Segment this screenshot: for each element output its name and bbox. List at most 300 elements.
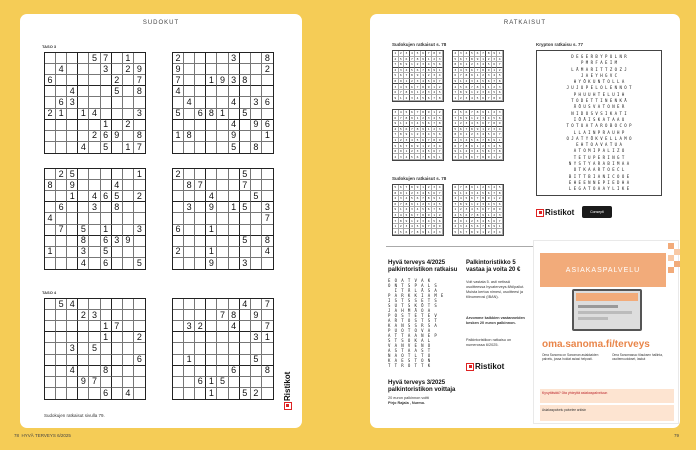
sudoku-cell[interactable]: 5 bbox=[112, 86, 123, 97]
sudoku-cell[interactable] bbox=[112, 247, 123, 258]
sudoku-cell[interactable]: 5 bbox=[173, 109, 184, 120]
sudoku-cell[interactable] bbox=[229, 213, 240, 224]
sudoku-cell[interactable] bbox=[240, 142, 251, 153]
sudoku-cell[interactable] bbox=[134, 247, 145, 258]
sudoku-cell[interactable] bbox=[173, 321, 184, 332]
sudoku-cell[interactable] bbox=[262, 109, 273, 120]
sudoku-cell[interactable] bbox=[229, 247, 240, 258]
sudoku-cell[interactable] bbox=[45, 236, 56, 247]
service-url[interactable]: oma.sanoma.fi/terveys bbox=[542, 339, 650, 350]
sudoku-cell[interactable] bbox=[195, 355, 206, 366]
sudoku-cell[interactable] bbox=[123, 180, 134, 191]
sudoku-cell[interactable] bbox=[251, 169, 262, 180]
sudoku-cell[interactable]: 4 bbox=[123, 388, 134, 399]
sudoku-cell[interactable] bbox=[240, 332, 251, 343]
sudoku-cell[interactable] bbox=[45, 86, 56, 97]
sudoku-cell[interactable] bbox=[240, 247, 251, 258]
sudoku-cell[interactable]: 3 bbox=[101, 64, 112, 75]
sudoku-cell[interactable] bbox=[67, 310, 78, 321]
sudoku-cell[interactable] bbox=[45, 131, 56, 142]
sudoku-cell[interactable] bbox=[173, 299, 184, 310]
sudoku-cell[interactable] bbox=[206, 299, 217, 310]
sudoku-cell[interactable] bbox=[240, 213, 251, 224]
sudoku-cell[interactable] bbox=[173, 310, 184, 321]
sudoku-cell[interactable] bbox=[184, 310, 195, 321]
sudoku-cell[interactable] bbox=[195, 366, 206, 377]
sudoku-cell[interactable] bbox=[89, 120, 100, 131]
sudoku-cell[interactable] bbox=[112, 258, 123, 269]
sudoku-grid[interactable] bbox=[172, 168, 274, 270]
sudoku-cell[interactable] bbox=[89, 97, 100, 108]
sudoku-cell[interactable] bbox=[89, 213, 100, 224]
sudoku-cell[interactable] bbox=[134, 202, 145, 213]
sudoku-cell[interactable] bbox=[206, 53, 217, 64]
sudoku-cell[interactable]: 1 bbox=[262, 131, 273, 142]
sudoku-cell[interactable] bbox=[123, 86, 134, 97]
sudoku-cell[interactable] bbox=[89, 366, 100, 377]
sudoku-cell[interactable] bbox=[56, 258, 67, 269]
sudoku-cell[interactable] bbox=[195, 97, 206, 108]
sudoku-cell[interactable] bbox=[45, 202, 56, 213]
sudoku-cell[interactable]: 5 bbox=[101, 142, 112, 153]
sudoku-cell[interactable] bbox=[45, 225, 56, 236]
sudoku-cell[interactable] bbox=[206, 343, 217, 354]
sudoku-cell[interactable] bbox=[173, 191, 184, 202]
sudoku-cell[interactable]: 3 bbox=[67, 97, 78, 108]
sudoku-cell[interactable] bbox=[78, 388, 89, 399]
sudoku-cell[interactable] bbox=[101, 75, 112, 86]
sudoku-cell[interactable]: 2 bbox=[173, 169, 184, 180]
sudoku-cell[interactable] bbox=[229, 355, 240, 366]
sudoku-cell[interactable]: 6 bbox=[101, 236, 112, 247]
sudoku-cell[interactable] bbox=[67, 321, 78, 332]
sudoku-cell[interactable]: 9 bbox=[206, 258, 217, 269]
sudoku-cell[interactable] bbox=[262, 343, 273, 354]
sudoku-cell[interactable]: 6 bbox=[101, 191, 112, 202]
sudoku-cell[interactable] bbox=[101, 377, 112, 388]
sudoku-cell[interactable]: 8 bbox=[206, 109, 217, 120]
sudoku-cell[interactable]: 6 bbox=[101, 131, 112, 142]
sudoku-cell[interactable] bbox=[217, 299, 228, 310]
sudoku-cell[interactable]: 2 bbox=[173, 247, 184, 258]
sudoku-cell[interactable]: 2 bbox=[134, 332, 145, 343]
sudoku-cell[interactable] bbox=[229, 191, 240, 202]
sudoku-cell[interactable]: 5 bbox=[240, 169, 251, 180]
sudoku-cell[interactable] bbox=[217, 64, 228, 75]
sudoku-cell[interactable] bbox=[184, 332, 195, 343]
sudoku-cell[interactable] bbox=[123, 75, 134, 86]
sudoku-grid[interactable] bbox=[44, 52, 146, 154]
sudoku-cell[interactable]: 1 bbox=[262, 332, 273, 343]
sudoku-cell[interactable]: 9 bbox=[112, 131, 123, 142]
sudoku-cell[interactable] bbox=[134, 310, 145, 321]
sudoku-cell[interactable] bbox=[112, 53, 123, 64]
sudoku-cell[interactable] bbox=[67, 53, 78, 64]
sudoku-cell[interactable]: 4 bbox=[240, 299, 251, 310]
sudoku-cell[interactable] bbox=[184, 53, 195, 64]
sudoku-cell[interactable] bbox=[112, 142, 123, 153]
sudoku-cell[interactable] bbox=[184, 225, 195, 236]
sudoku-cell[interactable]: 5 bbox=[240, 388, 251, 399]
sudoku-cell[interactable] bbox=[112, 377, 123, 388]
sudoku-cell[interactable] bbox=[45, 332, 56, 343]
sudoku-cell[interactable]: 7 bbox=[262, 321, 273, 332]
sudoku-cell[interactable]: 6 bbox=[134, 355, 145, 366]
sudoku-cell[interactable]: 8 bbox=[229, 310, 240, 321]
sudoku-cell[interactable] bbox=[123, 191, 134, 202]
sudoku-cell[interactable] bbox=[56, 213, 67, 224]
sudoku-cell[interactable] bbox=[173, 366, 184, 377]
sudoku-cell[interactable]: 4 bbox=[173, 86, 184, 97]
sudoku-cell[interactable]: 3 bbox=[251, 332, 262, 343]
sudoku-cell[interactable]: 3 bbox=[251, 97, 262, 108]
sudoku-cell[interactable] bbox=[112, 120, 123, 131]
sudoku-cell[interactable] bbox=[173, 332, 184, 343]
sudoku-cell[interactable] bbox=[173, 213, 184, 224]
sudoku-cell[interactable]: 4 bbox=[89, 109, 100, 120]
sudoku-cell[interactable]: 5 bbox=[240, 236, 251, 247]
sudoku-cell[interactable] bbox=[67, 75, 78, 86]
sudoku-cell[interactable]: 3 bbox=[67, 343, 78, 354]
sudoku-cell[interactable]: 9 bbox=[251, 120, 262, 131]
sudoku-cell[interactable] bbox=[217, 225, 228, 236]
sudoku-cell[interactable]: 9 bbox=[134, 64, 145, 75]
sudoku-cell[interactable]: 2 bbox=[89, 131, 100, 142]
sudoku-cell[interactable]: 1 bbox=[173, 131, 184, 142]
sudoku-cell[interactable]: 6 bbox=[262, 97, 273, 108]
sudoku-cell[interactable]: 7 bbox=[240, 180, 251, 191]
sudoku-cell[interactable] bbox=[78, 202, 89, 213]
sudoku-cell[interactable] bbox=[67, 202, 78, 213]
sudoku-cell[interactable] bbox=[67, 142, 78, 153]
sudoku-cell[interactable] bbox=[206, 321, 217, 332]
sudoku-cell[interactable] bbox=[262, 355, 273, 366]
sudoku-cell[interactable] bbox=[67, 131, 78, 142]
sudoku-cell[interactable] bbox=[229, 332, 240, 343]
sudoku-cell[interactable]: 8 bbox=[262, 53, 273, 64]
sudoku-cell[interactable] bbox=[240, 366, 251, 377]
sudoku-cell[interactable] bbox=[184, 109, 195, 120]
sudoku-grid[interactable] bbox=[44, 298, 146, 400]
sudoku-cell[interactable] bbox=[206, 131, 217, 142]
sudoku-cell[interactable] bbox=[251, 247, 262, 258]
sudoku-cell[interactable]: 8 bbox=[262, 366, 273, 377]
sudoku-cell[interactable] bbox=[195, 202, 206, 213]
sudoku-cell[interactable] bbox=[173, 236, 184, 247]
sudoku-cell[interactable] bbox=[78, 321, 89, 332]
sudoku-cell[interactable] bbox=[184, 377, 195, 388]
sudoku-cell[interactable] bbox=[195, 258, 206, 269]
sudoku-cell[interactable]: 6 bbox=[56, 202, 67, 213]
sudoku-cell[interactable]: 1 bbox=[78, 109, 89, 120]
sudoku-cell[interactable]: 5 bbox=[56, 299, 67, 310]
sudoku-cell[interactable]: 1 bbox=[101, 120, 112, 131]
sudoku-cell[interactable] bbox=[251, 64, 262, 75]
customer-service-ad[interactable] bbox=[533, 240, 679, 424]
sudoku-cell[interactable] bbox=[240, 225, 251, 236]
sudoku-cell[interactable] bbox=[78, 191, 89, 202]
sudoku-cell[interactable]: 8 bbox=[78, 236, 89, 247]
sudoku-cell[interactable]: 3 bbox=[134, 109, 145, 120]
sudoku-cell[interactable] bbox=[206, 142, 217, 153]
sudoku-cell[interactable] bbox=[45, 366, 56, 377]
sudoku-cell[interactable]: 4 bbox=[89, 191, 100, 202]
sudoku-cell[interactable] bbox=[78, 97, 89, 108]
sudoku-cell[interactable]: 6 bbox=[101, 258, 112, 269]
sudoku-cell[interactable] bbox=[206, 169, 217, 180]
sudoku-cell[interactable]: 2 bbox=[123, 120, 134, 131]
sudoku-cell[interactable]: 9 bbox=[217, 75, 228, 86]
sudoku-cell[interactable] bbox=[184, 169, 195, 180]
sudoku-cell[interactable] bbox=[240, 97, 251, 108]
sudoku-cell[interactable] bbox=[195, 120, 206, 131]
sudoku-cell[interactable] bbox=[251, 321, 262, 332]
sudoku-cell[interactable] bbox=[78, 366, 89, 377]
sudoku-cell[interactable] bbox=[78, 86, 89, 97]
sudoku-cell[interactable] bbox=[251, 131, 262, 142]
sudoku-cell[interactable]: 3 bbox=[184, 321, 195, 332]
sudoku-cell[interactable] bbox=[206, 213, 217, 224]
sudoku-cell[interactable]: 1 bbox=[206, 388, 217, 399]
sudoku-cell[interactable]: 3 bbox=[184, 202, 195, 213]
sudoku-cell[interactable] bbox=[123, 109, 134, 120]
sudoku-cell[interactable] bbox=[45, 258, 56, 269]
sudoku-cell[interactable] bbox=[56, 142, 67, 153]
sudoku-cell[interactable]: 6 bbox=[229, 366, 240, 377]
sudoku-cell[interactable] bbox=[195, 236, 206, 247]
sudoku-cell[interactable] bbox=[67, 247, 78, 258]
sudoku-cell[interactable]: 3 bbox=[240, 258, 251, 269]
sudoku-cell[interactable] bbox=[217, 366, 228, 377]
sudoku-cell[interactable] bbox=[240, 310, 251, 321]
sudoku-cell[interactable] bbox=[173, 377, 184, 388]
sudoku-cell[interactable] bbox=[134, 120, 145, 131]
sudoku-cell[interactable] bbox=[89, 258, 100, 269]
sudoku-cell[interactable]: 9 bbox=[173, 64, 184, 75]
sudoku-cell[interactable]: 9 bbox=[229, 131, 240, 142]
sudoku-cell[interactable] bbox=[206, 97, 217, 108]
sudoku-cell[interactable]: 6 bbox=[173, 225, 184, 236]
sudoku-cell[interactable] bbox=[101, 213, 112, 224]
sudoku-cell[interactable] bbox=[229, 299, 240, 310]
sudoku-cell[interactable]: 5 bbox=[101, 247, 112, 258]
sudoku-cell[interactable] bbox=[217, 388, 228, 399]
sudoku-cell[interactable] bbox=[251, 343, 262, 354]
sudoku-cell[interactable] bbox=[45, 64, 56, 75]
sudoku-cell[interactable] bbox=[45, 53, 56, 64]
sudoku-cell[interactable] bbox=[195, 75, 206, 86]
sudoku-cell[interactable] bbox=[101, 109, 112, 120]
sudoku-cell[interactable] bbox=[217, 355, 228, 366]
sudoku-cell[interactable] bbox=[56, 131, 67, 142]
sudoku-cell[interactable] bbox=[251, 258, 262, 269]
sudoku-cell[interactable]: 1 bbox=[67, 191, 78, 202]
sudoku-cell[interactable]: 2 bbox=[112, 75, 123, 86]
sudoku-cell[interactable] bbox=[229, 236, 240, 247]
sudoku-cell[interactable] bbox=[251, 236, 262, 247]
sudoku-cell[interactable]: 5 bbox=[67, 169, 78, 180]
sudoku-grid[interactable] bbox=[172, 298, 274, 400]
sudoku-cell[interactable] bbox=[67, 355, 78, 366]
sudoku-cell[interactable]: 4 bbox=[262, 247, 273, 258]
sudoku-cell[interactable] bbox=[112, 64, 123, 75]
sudoku-cell[interactable] bbox=[123, 97, 134, 108]
sudoku-cell[interactable] bbox=[56, 75, 67, 86]
sudoku-cell[interactable]: 7 bbox=[134, 75, 145, 86]
sudoku-cell[interactable] bbox=[123, 310, 134, 321]
sudoku-cell[interactable] bbox=[67, 64, 78, 75]
sudoku-cell[interactable] bbox=[240, 86, 251, 97]
sudoku-cell[interactable] bbox=[78, 75, 89, 86]
sudoku-cell[interactable]: 5 bbox=[78, 225, 89, 236]
sudoku-cell[interactable] bbox=[78, 169, 89, 180]
sudoku-cell[interactable] bbox=[112, 299, 123, 310]
sudoku-cell[interactable]: 1 bbox=[101, 321, 112, 332]
sudoku-cell[interactable]: 4 bbox=[56, 64, 67, 75]
sudoku-cell[interactable] bbox=[112, 310, 123, 321]
sudoku-cell[interactable]: 7 bbox=[262, 213, 273, 224]
sudoku-cell[interactable] bbox=[217, 120, 228, 131]
sudoku-cell[interactable] bbox=[195, 225, 206, 236]
sudoku-cell[interactable] bbox=[262, 310, 273, 321]
sudoku-cell[interactable] bbox=[184, 213, 195, 224]
sudoku-cell[interactable]: 2 bbox=[78, 310, 89, 321]
sudoku-cell[interactable] bbox=[78, 355, 89, 366]
sudoku-cell[interactable] bbox=[195, 53, 206, 64]
sudoku-cell[interactable] bbox=[134, 213, 145, 224]
sudoku-cell[interactable] bbox=[112, 169, 123, 180]
sudoku-cell[interactable]: 2 bbox=[134, 191, 145, 202]
sudoku-cell[interactable] bbox=[195, 310, 206, 321]
sudoku-cell[interactable]: 9 bbox=[251, 310, 262, 321]
sudoku-cell[interactable]: 8 bbox=[134, 86, 145, 97]
sudoku-cell[interactable] bbox=[173, 142, 184, 153]
sudoku-cell[interactable] bbox=[195, 131, 206, 142]
sudoku-cell[interactable]: 3 bbox=[229, 53, 240, 64]
sudoku-cell[interactable]: 4 bbox=[229, 321, 240, 332]
sudoku-cell[interactable]: 3 bbox=[262, 202, 273, 213]
sudoku-cell[interactable]: 1 bbox=[134, 169, 145, 180]
sudoku-cell[interactable]: 8 bbox=[134, 131, 145, 142]
sudoku-cell[interactable] bbox=[78, 343, 89, 354]
sudoku-cell[interactable] bbox=[67, 213, 78, 224]
sudoku-cell[interactable] bbox=[78, 120, 89, 131]
sudoku-cell[interactable] bbox=[195, 169, 206, 180]
sudoku-cell[interactable] bbox=[229, 64, 240, 75]
sudoku-cell[interactable] bbox=[56, 180, 67, 191]
sudoku-cell[interactable]: 7 bbox=[195, 180, 206, 191]
sudoku-cell[interactable] bbox=[89, 355, 100, 366]
sudoku-cell[interactable] bbox=[56, 191, 67, 202]
sudoku-cell[interactable]: 4 bbox=[78, 258, 89, 269]
sudoku-cell[interactable] bbox=[184, 191, 195, 202]
sudoku-cell[interactable] bbox=[184, 299, 195, 310]
sudoku-cell[interactable]: 1 bbox=[123, 53, 134, 64]
sudoku-cell[interactable] bbox=[229, 377, 240, 388]
sudoku-cell[interactable] bbox=[45, 169, 56, 180]
sudoku-cell[interactable] bbox=[184, 343, 195, 354]
sudoku-cell[interactable] bbox=[112, 97, 123, 108]
sudoku-cell[interactable] bbox=[173, 343, 184, 354]
sudoku-cell[interactable] bbox=[217, 97, 228, 108]
sudoku-cell[interactable] bbox=[251, 299, 262, 310]
sudoku-cell[interactable] bbox=[78, 53, 89, 64]
sudoku-cell[interactable] bbox=[123, 247, 134, 258]
sudoku-cell[interactable] bbox=[78, 332, 89, 343]
sudoku-cell[interactable] bbox=[251, 225, 262, 236]
sudoku-cell[interactable] bbox=[45, 310, 56, 321]
sudoku-cell[interactable]: 7 bbox=[262, 299, 273, 310]
sudoku-cell[interactable] bbox=[229, 109, 240, 120]
sudoku-cell[interactable] bbox=[101, 86, 112, 97]
sudoku-cell[interactable] bbox=[184, 247, 195, 258]
sudoku-cell[interactable] bbox=[78, 299, 89, 310]
sudoku-cell[interactable] bbox=[134, 321, 145, 332]
sudoku-cell[interactable] bbox=[240, 53, 251, 64]
sudoku-cell[interactable] bbox=[217, 236, 228, 247]
sudoku-cell[interactable] bbox=[229, 180, 240, 191]
sudoku-cell[interactable] bbox=[56, 310, 67, 321]
sudoku-cell[interactable]: 6 bbox=[195, 109, 206, 120]
sudoku-cell[interactable] bbox=[112, 366, 123, 377]
sudoku-cell[interactable]: 2 bbox=[173, 53, 184, 64]
sudoku-cell[interactable] bbox=[262, 142, 273, 153]
sudoku-cell[interactable]: 6 bbox=[262, 120, 273, 131]
sudoku-cell[interactable] bbox=[112, 332, 123, 343]
sudoku-cell[interactable] bbox=[240, 355, 251, 366]
sudoku-cell[interactable] bbox=[206, 310, 217, 321]
sudoku-cell[interactable] bbox=[45, 343, 56, 354]
sudoku-cell[interactable] bbox=[134, 343, 145, 354]
sudoku-cell[interactable] bbox=[251, 180, 262, 191]
sudoku-cell[interactable]: 1 bbox=[101, 225, 112, 236]
sudoku-cell[interactable]: 1 bbox=[56, 109, 67, 120]
sudoku-cell[interactable]: 7 bbox=[89, 377, 100, 388]
sudoku-cell[interactable] bbox=[240, 120, 251, 131]
sudoku-cell[interactable] bbox=[217, 247, 228, 258]
sudoku-cell[interactable] bbox=[123, 131, 134, 142]
sudoku-cell[interactable]: 8 bbox=[184, 180, 195, 191]
sudoku-cell[interactable]: 1 bbox=[206, 75, 217, 86]
sudoku-cell[interactable] bbox=[123, 258, 134, 269]
sudoku-cell[interactable] bbox=[123, 225, 134, 236]
sudoku-cell[interactable] bbox=[173, 388, 184, 399]
sudoku-cell[interactable] bbox=[101, 180, 112, 191]
sudoku-cell[interactable] bbox=[45, 388, 56, 399]
sudoku-cell[interactable] bbox=[134, 97, 145, 108]
sudoku-cell[interactable] bbox=[101, 343, 112, 354]
sudoku-cell[interactable]: 3 bbox=[112, 236, 123, 247]
sudoku-cell[interactable] bbox=[45, 299, 56, 310]
sudoku-cell[interactable]: 7 bbox=[56, 225, 67, 236]
sudoku-cell[interactable]: 1 bbox=[217, 109, 228, 120]
sudoku-cell[interactable] bbox=[78, 64, 89, 75]
sudoku-cell[interactable]: 4 bbox=[206, 191, 217, 202]
sudoku-cell[interactable] bbox=[89, 388, 100, 399]
sudoku-cell[interactable]: 1 bbox=[45, 247, 56, 258]
sudoku-cell[interactable] bbox=[229, 169, 240, 180]
sudoku-cell[interactable] bbox=[56, 120, 67, 131]
sudoku-cell[interactable] bbox=[206, 236, 217, 247]
sudoku-cell[interactable]: 2 bbox=[262, 64, 273, 75]
sudoku-cell[interactable]: 2 bbox=[123, 64, 134, 75]
sudoku-cell[interactable] bbox=[229, 343, 240, 354]
sudoku-cell[interactable] bbox=[217, 191, 228, 202]
sudoku-cell[interactable] bbox=[123, 169, 134, 180]
sudoku-cell[interactable]: 4 bbox=[184, 97, 195, 108]
sudoku-cell[interactable] bbox=[67, 109, 78, 120]
sudoku-cell[interactable] bbox=[240, 343, 251, 354]
